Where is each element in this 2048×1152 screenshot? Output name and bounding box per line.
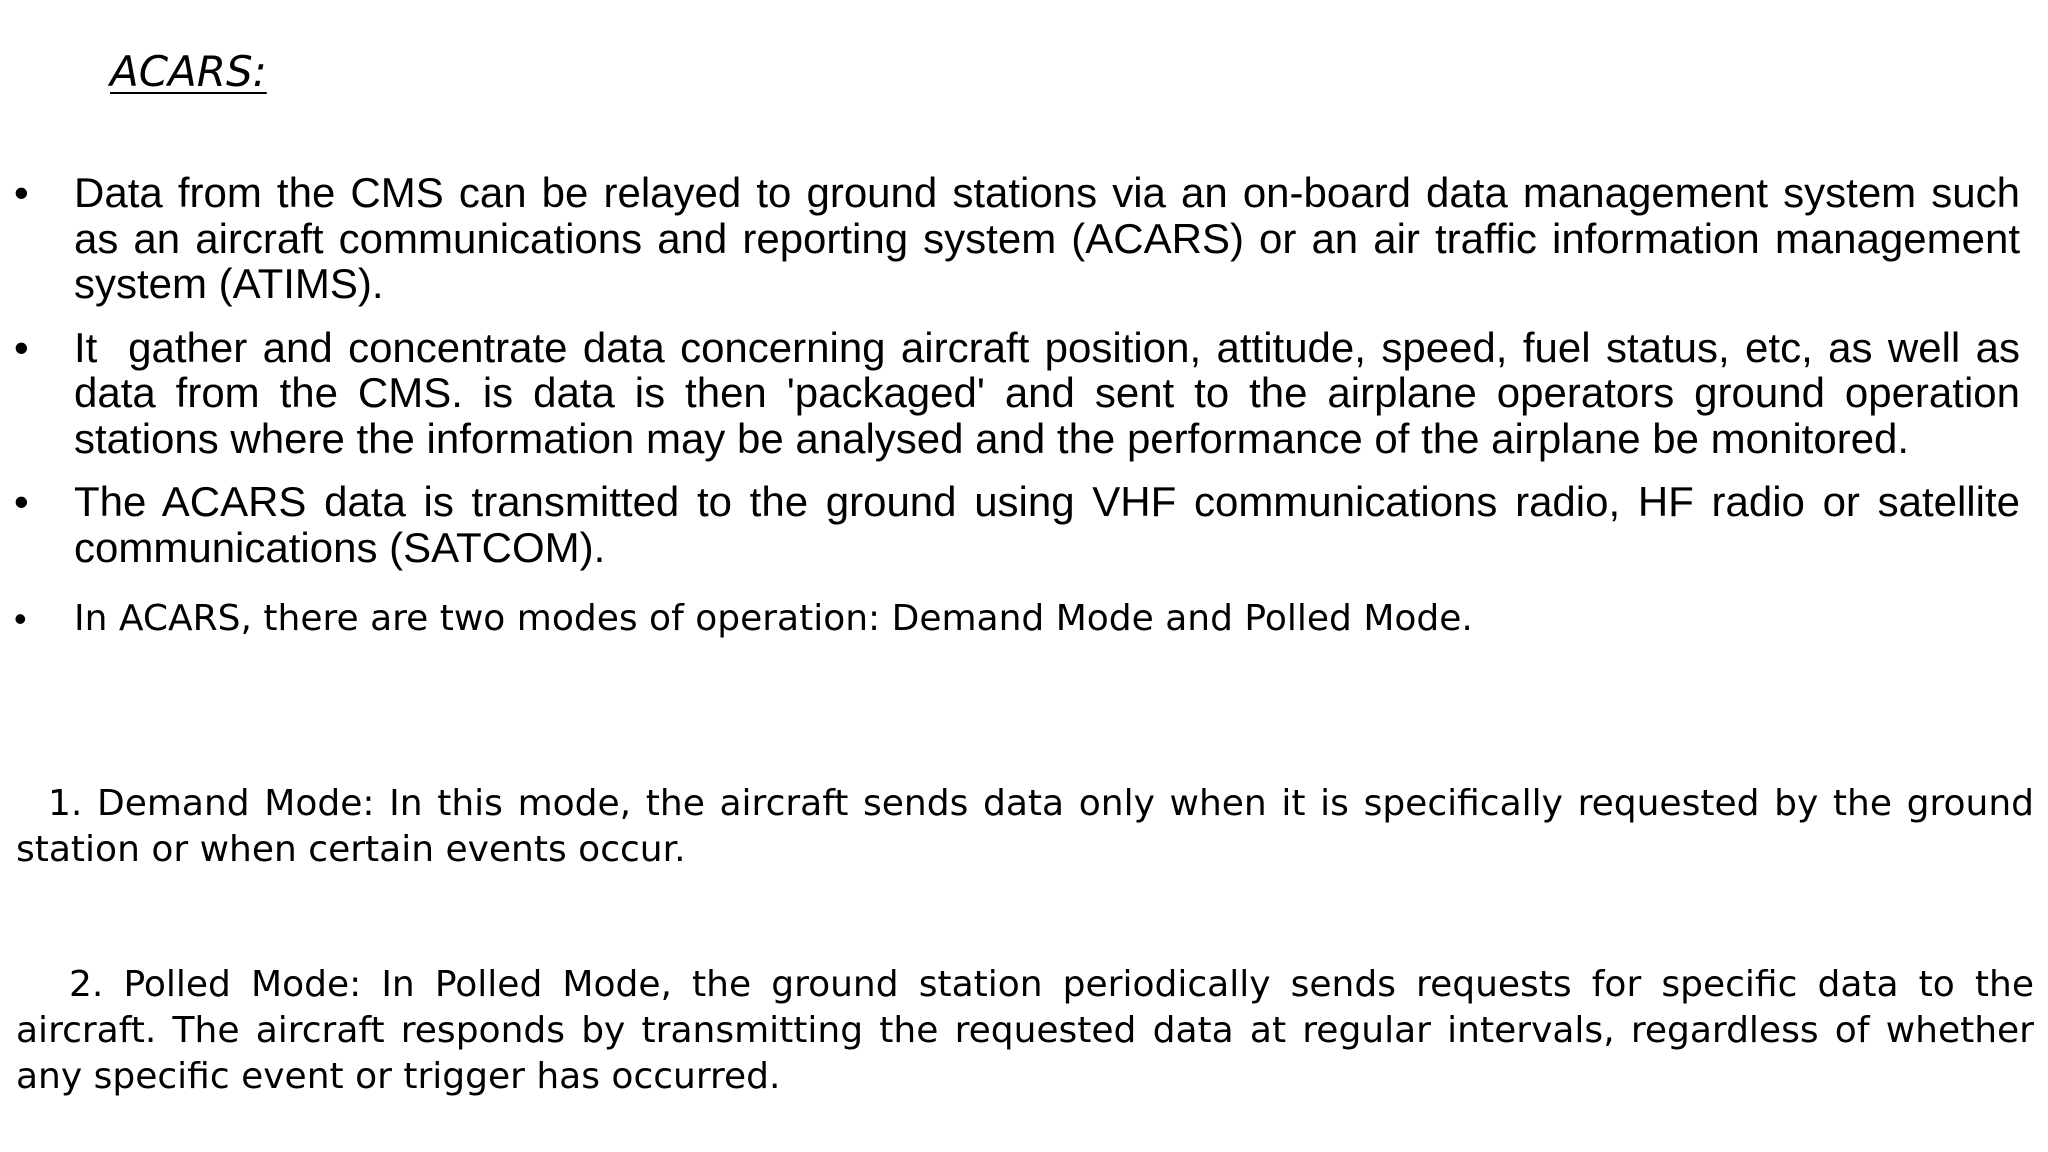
bullet-dot-icon: • bbox=[14, 478, 29, 525]
bullet-text: It gather and concentrate data concerning aircraft position, attitude, speed, fuel status, etc, as well as data from the CMS. is data is then 'packaged' and sent to the airplane operators ground operation stations where the information may be analysed and the performance of the airplane be monitored. bbox=[74, 323, 2032, 462]
bullet-text: Data from the CMS can be relayed to ground stations via an on-board data management system such as an aircraft communications and reporting system (ACARS) or an air traffic information management system (ATIMS). bbox=[74, 169, 2020, 307]
bullet-text: In ACARS, there are two modes of operation: Demand Mode and Polled Mode. bbox=[74, 598, 1473, 639]
bullet-dot-icon: • bbox=[14, 323, 29, 371]
bullet-dot-icon: • bbox=[14, 169, 29, 216]
bullet-item bbox=[0, 325, 2034, 462]
bullet-dot-icon: • bbox=[14, 598, 27, 639]
slide-title: ACARS: bbox=[110, 47, 267, 96]
bullet-item bbox=[0, 596, 2034, 642]
bullet-list bbox=[0, 170, 2048, 642]
bullet-item bbox=[0, 479, 2034, 570]
polled-mode-paragraph: 2. Polled Mode: In Polled Mode, the ground station periodically sends requests for specific data to the aircraft. The aircraft responds by transmitting the requested data at regular intervals, regardless of whether any specific event or trigger has occurred. bbox=[16, 964, 2034, 1097]
bullet-text: The ACARS data is transmitted to the ground using VHF communications radio, HF radio or satellite communications (SATCOM). bbox=[74, 478, 2020, 571]
demand-mode-paragraph: 1. Demand Mode: In this mode, the aircraft sends data only when it is specifically requested by the ground station or when certain events occur. bbox=[16, 783, 2034, 870]
bullet-item bbox=[0, 170, 2034, 307]
